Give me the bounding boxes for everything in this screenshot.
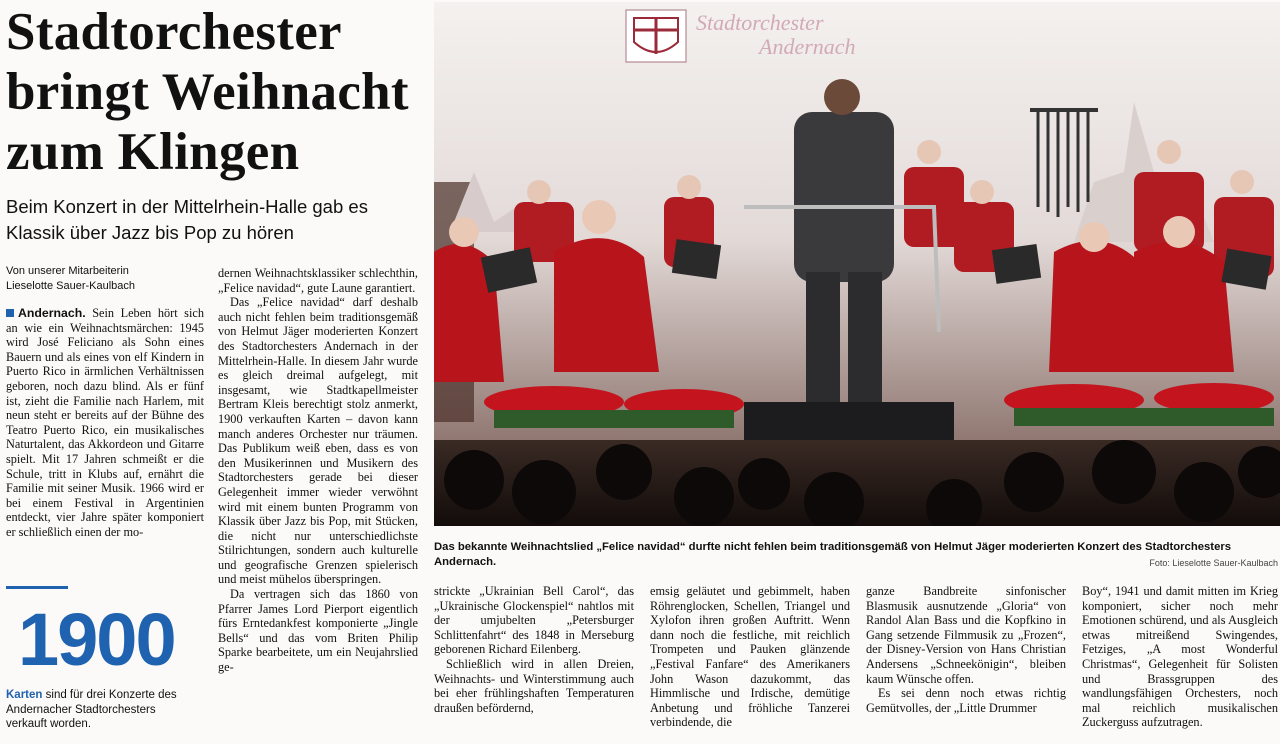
blue-square-icon bbox=[6, 309, 14, 317]
infobox-rule bbox=[6, 586, 68, 589]
infobox-keyword: Karten bbox=[6, 689, 43, 701]
article-column-2 bbox=[218, 266, 418, 675]
infobox-text bbox=[6, 688, 196, 732]
infobox-number: 1900 bbox=[18, 598, 175, 681]
article-column-4 bbox=[650, 584, 850, 730]
concert-photo bbox=[434, 2, 1280, 526]
article-column-6 bbox=[1082, 584, 1278, 730]
photo-credit: Foto: Lieselotte Sauer-Kaulbach bbox=[1149, 558, 1278, 568]
article-paragraph: Das „Felice navidad“ darf deshalb auch nicht fehlen beim traditionsgemäß von Helmut Jäger moderierten Konzert des Stadtorchesters Andernach in der Mittelrhein-Halle. In diesem Jahr wurde es gleich dreimal aufgelegt, mit insgesamt, wie Stadtkapellmeister Bertram Kleis berechtigt stolz anmerkt, 1900 verkauften Karten – davon kann manch anderes Orchester nur träumen. Das Publikum weiß eben, dass es von den Musikerinnen und Musikern des Stadtorchesters gerade bei dieser Gelegenheit immer wieder verwöhnt wird mit einem bunten Programm von Klassik über Jazz bis Pop, mit Stücken, die nicht nur unterschiedlichste Stilrichtungen, sondern auch kulturelle und geografische Grenzen spielerisch und meist mühelos überspringen. bbox=[218, 295, 418, 587]
article-paragraph: Schließlich wird in allen Dreien, Weihnachts- und Winterstimmung auch bei eher frühlingshaften Temperaturen draußen befördernd, bbox=[434, 656, 634, 715]
article-paragraph: Da vertragen sich das 1860 von Pfarrer James Lord Pierport eigentlich fürs Erntedankfest komponierte „Jingle Bells“ und das vom Briten Philip Sparke bearbeitete, um ein Neujahrslied ge- bbox=[218, 587, 418, 675]
byline-intro: Von unserer Mitarbeiterin bbox=[6, 265, 129, 277]
crest-logo bbox=[626, 10, 686, 62]
article-column-3 bbox=[434, 584, 634, 715]
infobox-body: sind für drei Konzerte des Andernacher Stadtorchesters verkauft worden. bbox=[6, 689, 177, 730]
article-column-5 bbox=[866, 584, 1066, 715]
article-paragraph bbox=[6, 306, 204, 540]
article-column-1 bbox=[6, 306, 204, 540]
article-paragraph: Boy“, 1941 und damit mitten im Krieg komponiert, sicher noch mehr Emotionen schürend, und als Ausgleich etwas mitreißend Swingendes, Fetziges, „A most Wonderful Christmas“, Gelegenheit für Solisten und Brassgruppen des wandlungsfähigen Orchesters, noch mal reichlich musikalischen Zuckerguss aufzutragen. bbox=[1082, 584, 1278, 730]
subheadline: Beim Konzert in der Mittelrhein-Halle gab es Klassik über Jazz bis Pop zu hören bbox=[6, 196, 368, 243]
byline bbox=[6, 264, 206, 294]
article-paragraph: ganze Bandbreite sinfonischer Blasmusik ausnutzende „Gloria“ von Randol Alan Bass und die Kopfkino in Gang setzende Filmmusik zu „Frozen“, der Disney-Version von Hans Christian Andersens „Schneekönigin“, bleiben kaum Wünsche offen. bbox=[866, 584, 1066, 686]
article-paragraph: strickte „Ukrainian Bell Carol“, das „Ukrainische Glockenspiel“ nahtlos mit der umjubelten „Petersburger Schlittenfahrt“ des 1848 in Merseburg geborenen Richard Eilenberg. bbox=[434, 584, 634, 657]
paragraph-text: Sein Leben hört sich an wie ein Weihnachtsmärchen: 1945 wird José Feliciano als Sohn eines Bauern und als eines von elf Kindern in Puerto Rico in ärmlichen Verhältnissen geboren, noch dazu blind. Als er fünf ist, zieht die Familie nach Harlem, mit neun steht er bereits auf der Bühne des Teatro Puerto Rico, ein musikalisches Naturtalent, das Akkordeon und Gitarre spielt. Mit 17 Jahren schmeißt er die Schule, tritt in Klubs auf, ernährt die Familie mit seiner Musik. 1966 wird er bei einem Festival in Argentinien entdeckt, vier Jahre später komponiert er schließlich einen der mo- bbox=[6, 306, 204, 539]
article-paragraph: Es sei denn noch etwas richtig Gemütvolles, der „Little Drummer bbox=[866, 686, 1066, 715]
photo-caption: Das bekannte Weihnachtslied „Felice navidad“ durfte nicht fehlen beim traditionsgemäß von Helmut Jäger moderierten Konzert des Stadtorchesters Andernach. bbox=[434, 541, 1232, 568]
banner-subtitle: Andernach bbox=[759, 34, 856, 59]
article-paragraph: emsig geläutet und gebimmelt, haben Röhrenglocken, Schellen, Triangel und Xylofon ihren großen Auftritt. Wenn dann noch die festliche, mit reichlich Trompeten und Pauken glänzende „Festival Fanfare“ des Amerikaners John Wason dazukommt, das Himmlische und Irdische, demütige Anbetung und fröhliche Tanzerei verbindende, die bbox=[650, 584, 850, 730]
byline-author: Lieselotte Sauer-Kaulbach bbox=[6, 280, 136, 292]
dateline: Andernach. bbox=[18, 306, 86, 320]
headline: Stadtorchester bringt Weihnacht zum Klingen bbox=[6, 3, 409, 181]
banner-title: Stadtorchester bbox=[696, 10, 824, 35]
article-paragraph: dernen Weihnachtsklassiker schlechthin, „Felice navidad“, gute Laune garantiert. bbox=[218, 266, 418, 295]
